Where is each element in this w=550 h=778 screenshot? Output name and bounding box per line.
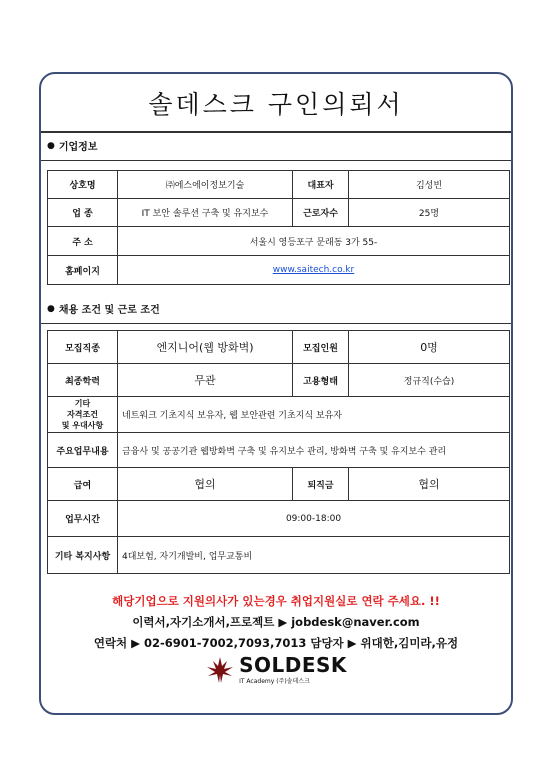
company-section-heading bbox=[41, 131, 511, 161]
apply-notice: 해당기업으로 지원의사가 있는경우 취업지원실로 연락 주세요. !! bbox=[112, 594, 440, 608]
employment-type-value: 정규직(수습) bbox=[349, 364, 510, 397]
homepage-cell bbox=[118, 256, 510, 285]
staff-count-value: 25명 bbox=[349, 199, 510, 227]
bullet-icon: ● bbox=[47, 303, 55, 314]
qualifications-label-line-3: 및 우대사항 bbox=[61, 421, 104, 430]
duties-label: 주요업무내용 bbox=[48, 433, 118, 468]
document-title: 솔데스크 구인의뢰서 bbox=[41, 74, 511, 133]
homepage-link[interactable]: www.saitech.co.kr bbox=[272, 265, 355, 275]
brand-name: SOLDESK bbox=[239, 653, 347, 677]
duties-value: 금융사 및 공공기관 웹방화벽 구축 및 유지보수 관리, 방화벽 구축 및 유지보수 관리 bbox=[118, 433, 510, 468]
business-type-value: IT 보안 솔루션 구축 및 유지보수 bbox=[118, 199, 293, 227]
company-name-label: 상호명 bbox=[48, 171, 118, 199]
severance-value: 협의 bbox=[349, 468, 510, 501]
welfare-value: 4대보험, 자기개발비, 업무교통비 bbox=[118, 537, 510, 574]
severance-label: 퇴직금 bbox=[293, 468, 349, 501]
staff-count-label: 근로자수 bbox=[293, 199, 349, 227]
document-frame bbox=[39, 72, 513, 715]
qualifications-label-line-2: 자격조건 bbox=[67, 410, 98, 419]
education-value: 무관 bbox=[118, 364, 293, 397]
resume-line: 이력서,자기소개서,프로젝트 ▶ jobdesk@naver.com bbox=[132, 615, 420, 629]
ceo-label: 대표자 bbox=[293, 171, 349, 199]
position-value: 엔지니어(웹 방화벽) bbox=[118, 331, 293, 364]
brand-tagline: IT Academy (주)솔데스크 bbox=[239, 678, 310, 685]
work-hours-value: 09:00-18:00 bbox=[118, 501, 510, 537]
footer bbox=[41, 587, 511, 685]
address-value: 서울시 영등포구 문래동 3가 55- bbox=[118, 227, 510, 256]
soldesk-logo bbox=[41, 655, 511, 685]
work-hours-label: 업무시간 bbox=[48, 501, 118, 537]
conditions-section-title: 채용 조건 및 근로 조건 bbox=[58, 305, 160, 316]
welfare-label: 기타 복지사항 bbox=[48, 537, 118, 574]
company-name-value: ㈜에스에이정보기술 bbox=[118, 171, 293, 199]
company-info-table bbox=[47, 170, 510, 285]
address-label: 주 소 bbox=[48, 227, 118, 256]
salary-value: 협의 bbox=[118, 468, 293, 501]
ceo-value: 김성빈 bbox=[349, 171, 510, 199]
contact-line: 연락처 ▶ 02-6901-7002,7093,7013 담당자 ▶ 위대한,김미라,유정 bbox=[93, 636, 459, 650]
employment-type-label: 고용형태 bbox=[293, 364, 349, 397]
logo-text bbox=[239, 655, 347, 685]
homepage-label: 홈페이지 bbox=[48, 256, 118, 285]
business-type-label: 업 종 bbox=[48, 199, 118, 227]
education-label: 최종학력 bbox=[48, 364, 118, 397]
headcount-value: 0명 bbox=[349, 331, 510, 364]
conditions-section-heading bbox=[41, 294, 511, 324]
company-section-title: 기업정보 bbox=[58, 142, 98, 153]
conditions-table bbox=[47, 330, 510, 574]
headcount-label: 모집인원 bbox=[293, 331, 349, 364]
bullet-icon: ● bbox=[47, 140, 55, 151]
salary-label: 급여 bbox=[48, 468, 118, 501]
leaf-logo-icon bbox=[205, 656, 235, 684]
qualifications-label-line-1: 기타 bbox=[74, 399, 91, 408]
qualifications-label bbox=[48, 397, 118, 433]
qualifications-value: 네트워크 기초지식 보유자, 웹 보안관련 기초지식 보유자 bbox=[118, 397, 510, 433]
position-label: 모집직종 bbox=[48, 331, 118, 364]
